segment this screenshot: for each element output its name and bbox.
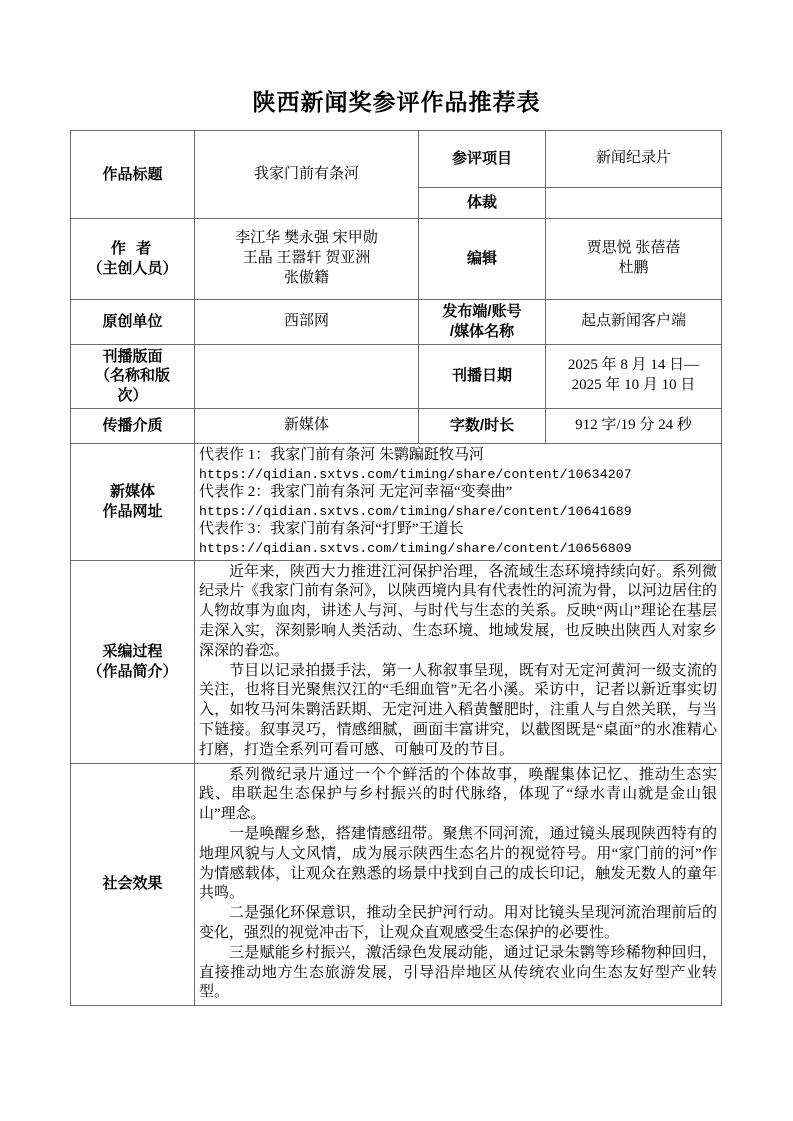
table-row-editing-process: [71, 560, 722, 763]
label-editor: 编辑: [419, 219, 546, 300]
table-row-new-media-urls: [71, 443, 722, 560]
url-entry-title: 代表作 2：我家门前有条河 无定河幸福“变奏曲”: [199, 484, 513, 501]
paragraph: 系列微纪录片通过一个个鲜活的个体故事，唤醒集体记忆、推动生态实践、串联起生态保护与乡村振兴的时代脉络，体现了“绿水青山就是金山银山”理念。: [199, 766, 717, 823]
value-editor-line2: 杜鹏: [618, 260, 649, 276]
label-social-effect: 社会效果: [71, 763, 195, 1006]
url-entry: [199, 520, 717, 557]
label-editing-process-line2: （作品简介）: [87, 662, 178, 680]
value-medium: 新媒体: [195, 408, 419, 443]
label-publish-platform: [419, 300, 546, 345]
label-publish-date: 刊播日期: [419, 344, 546, 408]
value-authors-line1: 李江华 樊永强 宋甲勋: [235, 230, 378, 247]
paragraph: 二是强化环保意识，推动全民护河行动。用对比镜头呈现河流治理前后的变化，强烈的视觉冲击下，让观众直观感受生态保护的必要性。: [199, 905, 717, 941]
value-work-title: 我家门前有条河: [195, 131, 419, 219]
paragraph: 三是赋能乡村振兴，激活绿色发展动能，通过记录朱鹮等珍稀物种回归，直接推动地方生态旅游发展，引导沿岸地区从传统农业向生态友好型产业转型。: [199, 944, 717, 1001]
value-word-count: 912 字/19 分 24 秒: [546, 408, 722, 443]
value-editing-process: [195, 560, 722, 763]
label-entry-category: 参评项目: [419, 131, 546, 188]
label-publish-platform-line1: 发布端/账号: [442, 303, 522, 320]
value-genre: [546, 188, 722, 219]
value-editor: [546, 219, 722, 300]
url-entry: [199, 483, 717, 520]
url-entry: [199, 446, 717, 483]
label-publish-layout-line2: （名称和版: [94, 367, 170, 385]
paragraph: 近年来，陕西大力推进江河保护治理，各流域生态环境持续向好。系列微纪录片《我家门前有条河》，以陕西境内具有代表性的河流为骨，以河边居住的人物故事为血肉，讲述人与河、与时代与生态的关系。反映“两山”理论在基层走深入实，深刻影响人类活动、生态环境、地域发展，也反映出陕西人对家乡深深的眷恋。: [199, 563, 717, 659]
value-authors: [195, 219, 419, 300]
label-original-unit: 原创单位: [71, 300, 195, 345]
url-entry-title: 代表作 1：我家门前有条河 朱鹮蹁跹牧马河: [199, 446, 485, 463]
label-publish-layout-line1: 刊播版面: [102, 347, 163, 365]
label-authors-line2: （主创人员）: [87, 260, 178, 277]
label-genre: 体裁: [419, 188, 546, 219]
value-publish-date-line1: 2025 年 8 月 14 日—: [567, 357, 700, 374]
label-new-media-urls-line2: 作品网址: [102, 502, 163, 520]
value-publish-platform: 起点新闻客户端: [546, 300, 722, 345]
value-entry-category: 新闻纪录片: [546, 131, 722, 188]
url-entry-link[interactable]: https://qidian.sxtvs.com/timing/share/content/10634207: [199, 466, 632, 482]
label-publish-platform-line2: /媒体名称: [449, 322, 515, 340]
table-row-work-title: [71, 131, 722, 188]
url-entry-link[interactable]: https://qidian.sxtvs.com/timing/share/content/10656809: [199, 541, 632, 557]
page-title: 陕西新闻奖参评作品推荐表: [252, 89, 541, 115]
table-row-social-effect: [71, 763, 722, 1006]
paragraph: 一是唤醒乡愁，搭建情感纽带。聚焦不同河流，通过镜头展现陕西特有的地理风貌与人文风情，成为展示陕西生态名片的视觉符号。用“家门前的河”作为情感载体，让观众在熟悉的场景中找到自己的成长印记，触发无数人的童年共鸣。: [199, 826, 717, 902]
paragraph: 节目以记录拍摄手法，第一人称叙事呈现，既有对无定河黄河一级支流的关注，也将目光聚焦汉江的“毛细血管”无名小溪。采访中，记者以新近事实切入，如牧马河朱鹮活跃期、无定河进入稻黄蟹肥时，注重人与自然关联，与当下链接。叙事灵巧，情感细腻，画面丰富讲究，以截图既是“桌面”的水准精心打磨，打造全系列可看可感、可触可及的节目。: [199, 662, 717, 758]
label-publish-layout-line3: 次）: [117, 387, 148, 405]
value-publish-date-line2: 2025 年 10 月 10 日: [571, 377, 696, 394]
value-publish-layout: [195, 344, 419, 408]
recommendation-form-table: [70, 130, 722, 1006]
value-authors-line3: 张傲籍: [283, 269, 329, 286]
label-editing-process: [71, 560, 195, 763]
value-publish-date: [546, 344, 722, 408]
url-entry-link[interactable]: https://qidian.sxtvs.com/timing/share/content/10641689: [199, 504, 632, 519]
table-row-authors: [71, 219, 722, 300]
value-editor-line1: 贾思悦 张蓓蓓: [586, 240, 681, 257]
label-editing-process-line1: 采编过程: [102, 642, 163, 660]
label-work-title: 作品标题: [71, 131, 195, 219]
table-row-publish-layout: [71, 344, 722, 408]
table-row-medium: [71, 408, 722, 443]
label-authors-line1: 作 者: [110, 240, 155, 258]
label-authors: [71, 219, 195, 300]
label-word-count: 字数/时长: [419, 408, 546, 443]
table-row-original-unit: [71, 300, 722, 345]
value-new-media-urls: [195, 443, 722, 560]
value-authors-line2: 王晶 王嚣轩 贺亚洲: [242, 250, 371, 267]
label-publish-layout: [71, 344, 195, 408]
label-new-media-urls-line1: 新媒体: [109, 483, 155, 501]
url-entry-title: 代表作 3：我家门前有条河“打野”王道长: [199, 521, 464, 538]
value-original-unit: 西部网: [195, 300, 419, 345]
label-medium: 传播介质: [71, 408, 195, 443]
label-new-media-urls: [71, 443, 195, 560]
value-social-effect: [195, 763, 722, 1006]
